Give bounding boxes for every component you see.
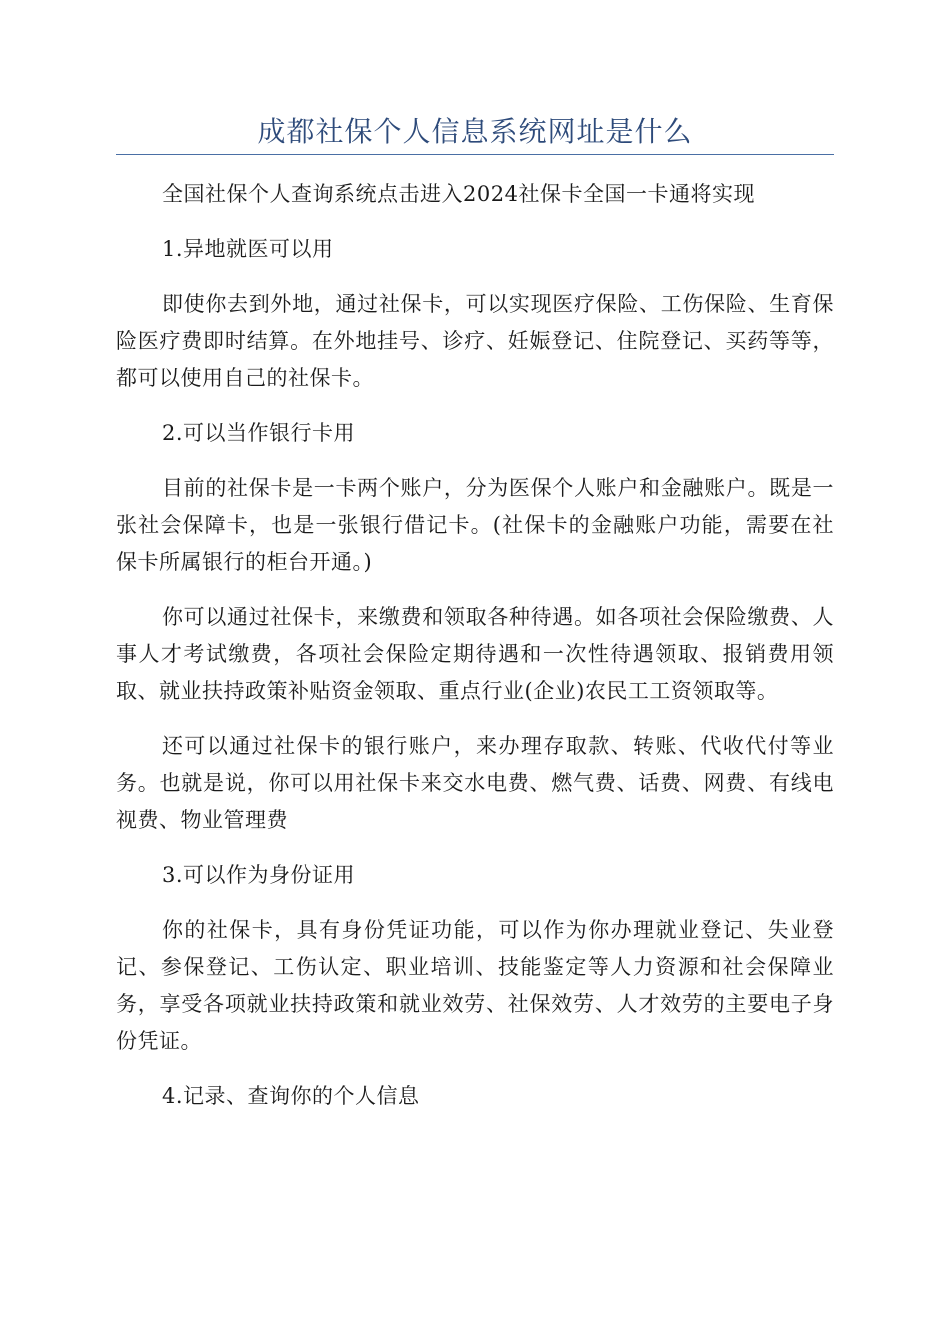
- document-body: [116, 176, 834, 1133]
- paragraph-identity: 你的社保卡，具有身份凭证功能，可以作为你办理就业登记、失业登记、参保登记、工伤认定、职业培训、技能鉴定等人力资源和社会保障业务，享受各项就业扶持政策和就业效劳、社保效劳、人才效劳的主要电子身份凭证。: [116, 918, 834, 1053]
- title-underline: [116, 154, 834, 155]
- section-heading-4: 4.记录、查询你的个人信息: [162, 1084, 420, 1108]
- paragraph-payments: 你可以通过社保卡，来缴费和领取各种待遇。如各项社会保险缴费、人事人才考试缴费，各项社会保险定期待遇和一次性待遇领取、报销费用领取、就业扶持政策补贴资金领取、重点行业(企业)农民工工资领取等。: [116, 605, 834, 703]
- section-heading-2: 2.可以当作银行卡用: [162, 421, 356, 445]
- paragraph-medical: 即使你去到外地，通过社保卡，可以实现医疗保险、工伤保险、生育保险医疗费即时结算。在外地挂号、诊疗、妊娠登记、住院登记、买药等等，都可以使用自己的社保卡。: [116, 292, 834, 390]
- section-heading-3: 3.可以作为身份证用: [162, 863, 356, 887]
- paragraph-accounts: 目前的社保卡是一卡两个账户，分为医保个人账户和金融账户。既是一张社会保障卡，也是一张银行借记卡。(社保卡的金融账户功能，需要在社保卡所属银行的柜台开通。): [116, 476, 834, 574]
- section-heading-1: 1.异地就医可以用: [162, 237, 334, 261]
- document-title: 成都社保个人信息系统网址是什么: [257, 115, 693, 148]
- intro-paragraph: 全国社保个人查询系统点击进入2024社保卡全国一卡通将实现: [162, 182, 755, 206]
- paragraph-banking: 还可以通过社保卡的银行账户，来办理存取款、转账、代收代付等业务。也就是说，你可以用社保卡来交水电费、燃气费、话费、网费、有线电视费、物业管理费: [116, 734, 834, 832]
